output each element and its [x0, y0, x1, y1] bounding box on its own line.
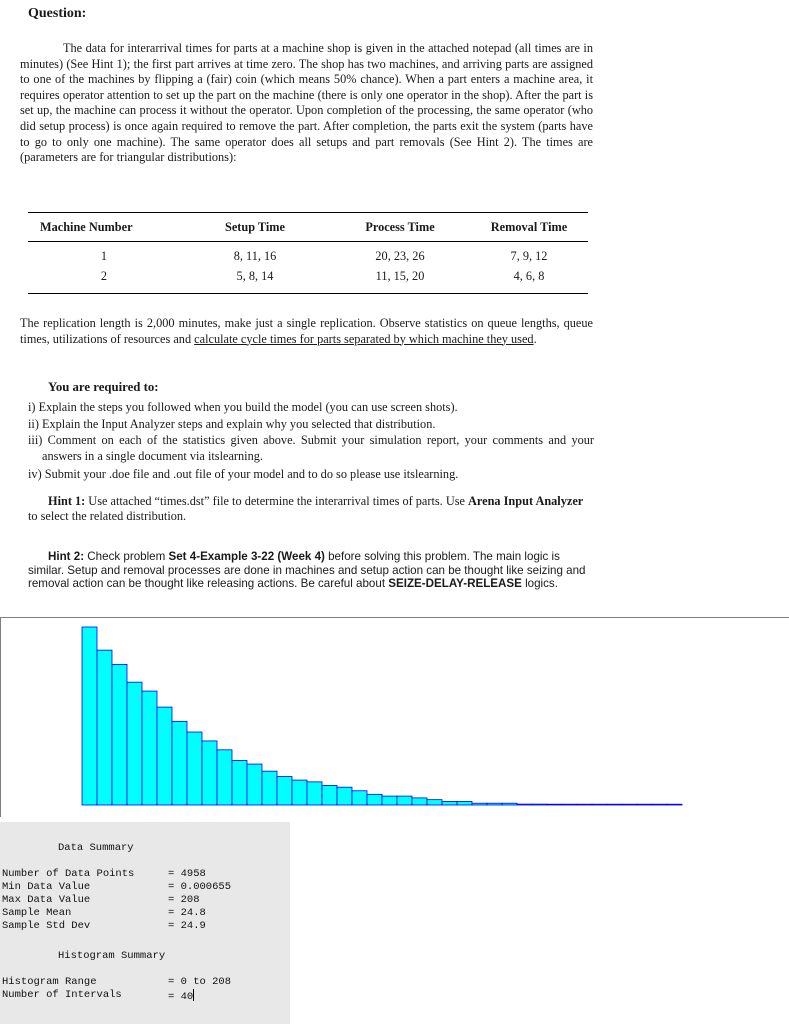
data-summary-title: Data Summary [58, 842, 134, 854]
table-row [28, 266, 588, 294]
histogram-bar [457, 801, 472, 805]
histogram-bar [562, 804, 577, 805]
summary-label-std: Sample Std Dev [2, 920, 91, 932]
histogram-bar [307, 782, 322, 805]
summary-label-min: Min Data Value [2, 881, 91, 893]
summary-value-intervals-text: = 40 [168, 991, 194, 1003]
histogram-summary-title: Histogram Summary [58, 950, 166, 962]
histogram-bar [397, 796, 412, 805]
summary-value-max: = 208 [168, 894, 200, 906]
replication-end: . [533, 331, 537, 346]
summary-value-mean: = 24.8 [168, 907, 206, 919]
histogram-bar [82, 627, 97, 805]
histogram-bar [112, 664, 127, 805]
required-item-2: ii) Explain the Input Analyzer steps and explain why you selected that distribution. [28, 417, 436, 431]
cell-process: 11, 15, 20 [330, 266, 470, 294]
hint-2 [28, 550, 586, 591]
summary-value-min: = 0.000655 [168, 881, 232, 893]
hint-1-bold: Arena Input Analyzer [468, 494, 584, 508]
histogram-bar [412, 798, 427, 805]
hint-1-text-a: Use attached “times.dst” file to determine the interarrival times of parts. Use [85, 494, 469, 508]
histogram-bar [157, 707, 172, 805]
histogram-bar [427, 800, 442, 805]
cell-removal: 7, 9, 12 [510, 249, 548, 263]
header-machine-number: Machine Number [28, 213, 180, 242]
histogram-bar [217, 750, 232, 805]
histogram-bar [577, 804, 592, 805]
table-header-row [28, 213, 588, 242]
hint-2-text-a: Check problem [84, 550, 169, 563]
question-heading: Question: [28, 6, 87, 21]
histogram-chart [0, 617, 789, 817]
histogram-bar [292, 780, 307, 805]
histogram-bar [637, 804, 652, 805]
hint-1 [28, 494, 594, 524]
summary-value-std: = 24.9 [168, 920, 206, 932]
problem-paragraph: The data for interarrival times for parts at a machine shop is given in the attached notepad (all times are in minutes) (See Hint 1); the first part arrives at time zero. The shop has two machines, and arriving parts are assigned to one of the machines by flipping a (fair) coin (which means 50% chance). When a part enters a machine area, it requires operator attention to set up the part on the machine (there is only one operator in the shop). After the part is set up, the machine can process it without the operator. Upon completion of the processing, the same operator (who did setup process) is once again required to remove the part. After completion, the parts exit the system (parts have to go to only one machine). The same operator does all setups and part removals (See Hint 2). The times are (parameters are for triangular distributions): [20, 41, 593, 165]
histogram-bar [472, 803, 487, 805]
machine-times-table [28, 212, 588, 294]
replication-paragraph [20, 316, 593, 347]
text-cursor [193, 989, 194, 1001]
hint-2-text-b: before solving this problem. The main logic is similar. Setup and removal processes are done in machines and setup action can be thought like seizing and removal action can be thought like releasing actions. Be careful about [28, 550, 586, 590]
hint-2-label: Hint 2: [48, 550, 85, 563]
histogram-bar [187, 732, 202, 805]
cell-setup: 8, 11, 16 [233, 249, 277, 263]
cell-machine: 2 [28, 266, 180, 294]
table-row [28, 242, 588, 267]
histogram-bar [442, 801, 457, 805]
histogram-bar [247, 764, 262, 805]
histogram-bar [262, 771, 277, 805]
histogram-bar [97, 650, 112, 805]
summary-label-intervals: Number of Intervals [2, 989, 122, 1001]
histogram-bar [487, 803, 502, 805]
summary-label-points: Number of Data Points [2, 868, 135, 880]
data-summary-panel [0, 822, 290, 1024]
hint-2-text-c: logics. [521, 577, 558, 590]
histogram-bar [172, 721, 187, 805]
header-removal-time: Removal Time [470, 213, 588, 242]
header-setup-time: Setup Time [180, 213, 330, 242]
required-item-1: i) Explain the steps you followed when you build the model (you can use screen shots). [28, 400, 458, 414]
cycle-time-underlined: calculate cycle times for parts separated by which machine they used [194, 331, 534, 346]
histogram-bar [607, 804, 622, 805]
header-process-time: Process Time [330, 213, 470, 242]
histogram-bar [232, 761, 247, 806]
histogram-bar [367, 794, 382, 805]
histogram-bar [277, 777, 292, 805]
summary-value-intervals [168, 989, 194, 1003]
summary-value-points: = 4958 [168, 868, 206, 880]
histogram-bar [142, 691, 157, 805]
required-item-3-text: iii) Comment on each of the statistics given above. Submit your simulation report, your comments and your answers in a single document via itslearning. [28, 433, 594, 463]
summary-label-range: Histogram Range [2, 976, 97, 988]
histogram-bar [352, 791, 367, 805]
summary-label-max: Max Data Value [2, 894, 91, 906]
histogram-bar [127, 682, 142, 805]
histogram-bar [622, 804, 637, 805]
summary-value-range: = 0 to 208 [168, 976, 232, 988]
histogram-bar [532, 804, 547, 805]
cell-process: 20, 23, 26 [375, 249, 425, 263]
histogram-bar [337, 787, 352, 805]
histogram-bars [82, 627, 682, 805]
histogram-bar [547, 804, 562, 805]
required-item-3 [28, 433, 594, 464]
histogram-bar [202, 741, 217, 805]
histogram-bar [517, 804, 532, 805]
required-item-4: iv) Submit your .doe file and .out file of your model and to do so please use itslearning. [28, 467, 459, 481]
required-title: You are required to: [48, 380, 159, 394]
histogram-svg [0, 617, 789, 817]
replication-text: The replication length is 2,000 minutes, make just a single replication. Observe statistics on queue lengths, queue times, utilizations of resources and [20, 316, 593, 346]
histogram-bar [592, 804, 607, 805]
cell-removal: 4, 6, 8 [470, 266, 588, 294]
hint-1-text-b: to select the related distribution. [28, 509, 187, 523]
hint-2-bold-2: SEIZE-DELAY-RELEASE [388, 577, 522, 590]
histogram-bar [667, 804, 682, 805]
summary-label-mean: Sample Mean [2, 907, 72, 919]
cell-setup: 5, 8, 14 [180, 266, 330, 294]
cell-machine: 1 [100, 249, 108, 263]
hint-1-label: Hint 1: [48, 494, 86, 508]
histogram-bar [382, 796, 397, 805]
hint-2-bold-1: Set 4-Example 3-22 (Week 4) [168, 550, 325, 563]
histogram-bar [322, 785, 337, 805]
histogram-bar [652, 804, 667, 805]
histogram-bar [502, 803, 517, 805]
